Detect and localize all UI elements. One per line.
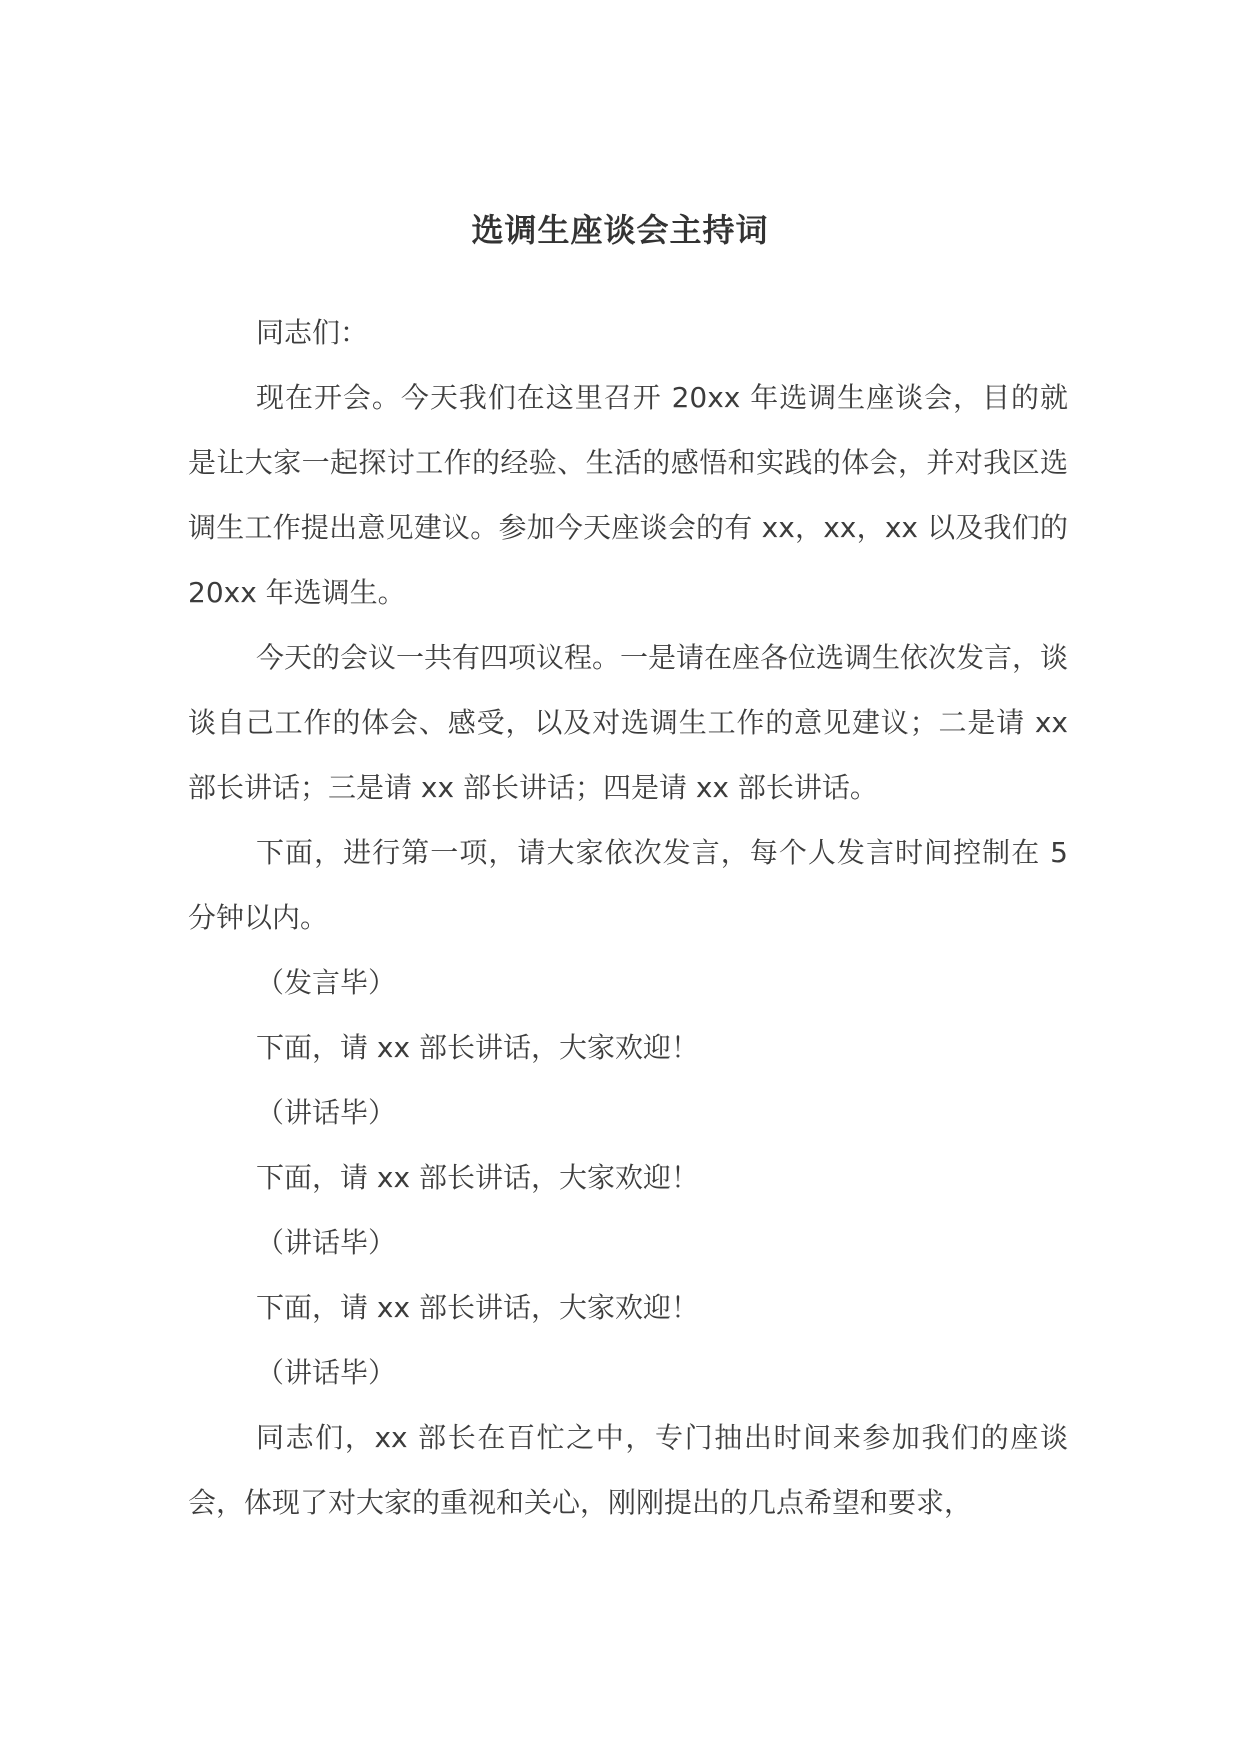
paragraph-invite-speaker-3: 下面，请 xx 部长讲话，大家欢迎！ [256,1291,699,1324]
document-body [188,300,1068,1535]
document-title: 选调生座谈会主持词 [471,211,769,249]
paragraph-agenda: 今天的会议一共有四项议程。一是请在座各位选调生依次发言，谈谈自己工作的体会、感受，以及对选调生工作的意见建议；二是请 xx 部长讲话；三是请 xx 部长讲话；四是请 xx 部长讲话。 [188,641,1069,804]
paragraph-invite-speaker-1: 下面，请 xx 部长讲话，大家欢迎！ [256,1031,699,1064]
paragraph-talk-end-1: （讲话毕） [256,1096,397,1129]
paragraph-invite-speaker-2: 下面，请 xx 部长讲话，大家欢迎！ [256,1161,699,1194]
paragraph-first-item: 下面，进行第一项，请大家依次发言，每个人发言时间控制在 5 分钟以内。 [188,836,1068,934]
paragraph-talk-end-3: （讲话毕） [256,1356,397,1389]
paragraph-salutation: 同志们： [256,316,369,349]
paragraph-speech-end: （发言毕） [256,966,397,999]
paragraph-opening: 现在开会。今天我们在这里召开 20xx 年选调生座谈会，目的就是让大家一起探讨工作的经验、生活的感悟和实践的体会，并对我区选调生工作提出意见建议。参加今天座谈会的有 xx，xx，xx 以及我们的 20xx 年选调生。 [188,381,1068,609]
paragraph-talk-end-2: （讲话毕） [256,1226,397,1259]
paragraph-closing: 同志们，xx 部长在百忙之中，专门抽出时间来参加我们的座谈会，体现了对大家的重视和关心，刚刚提出的几点希望和要求， [188,1421,1068,1519]
